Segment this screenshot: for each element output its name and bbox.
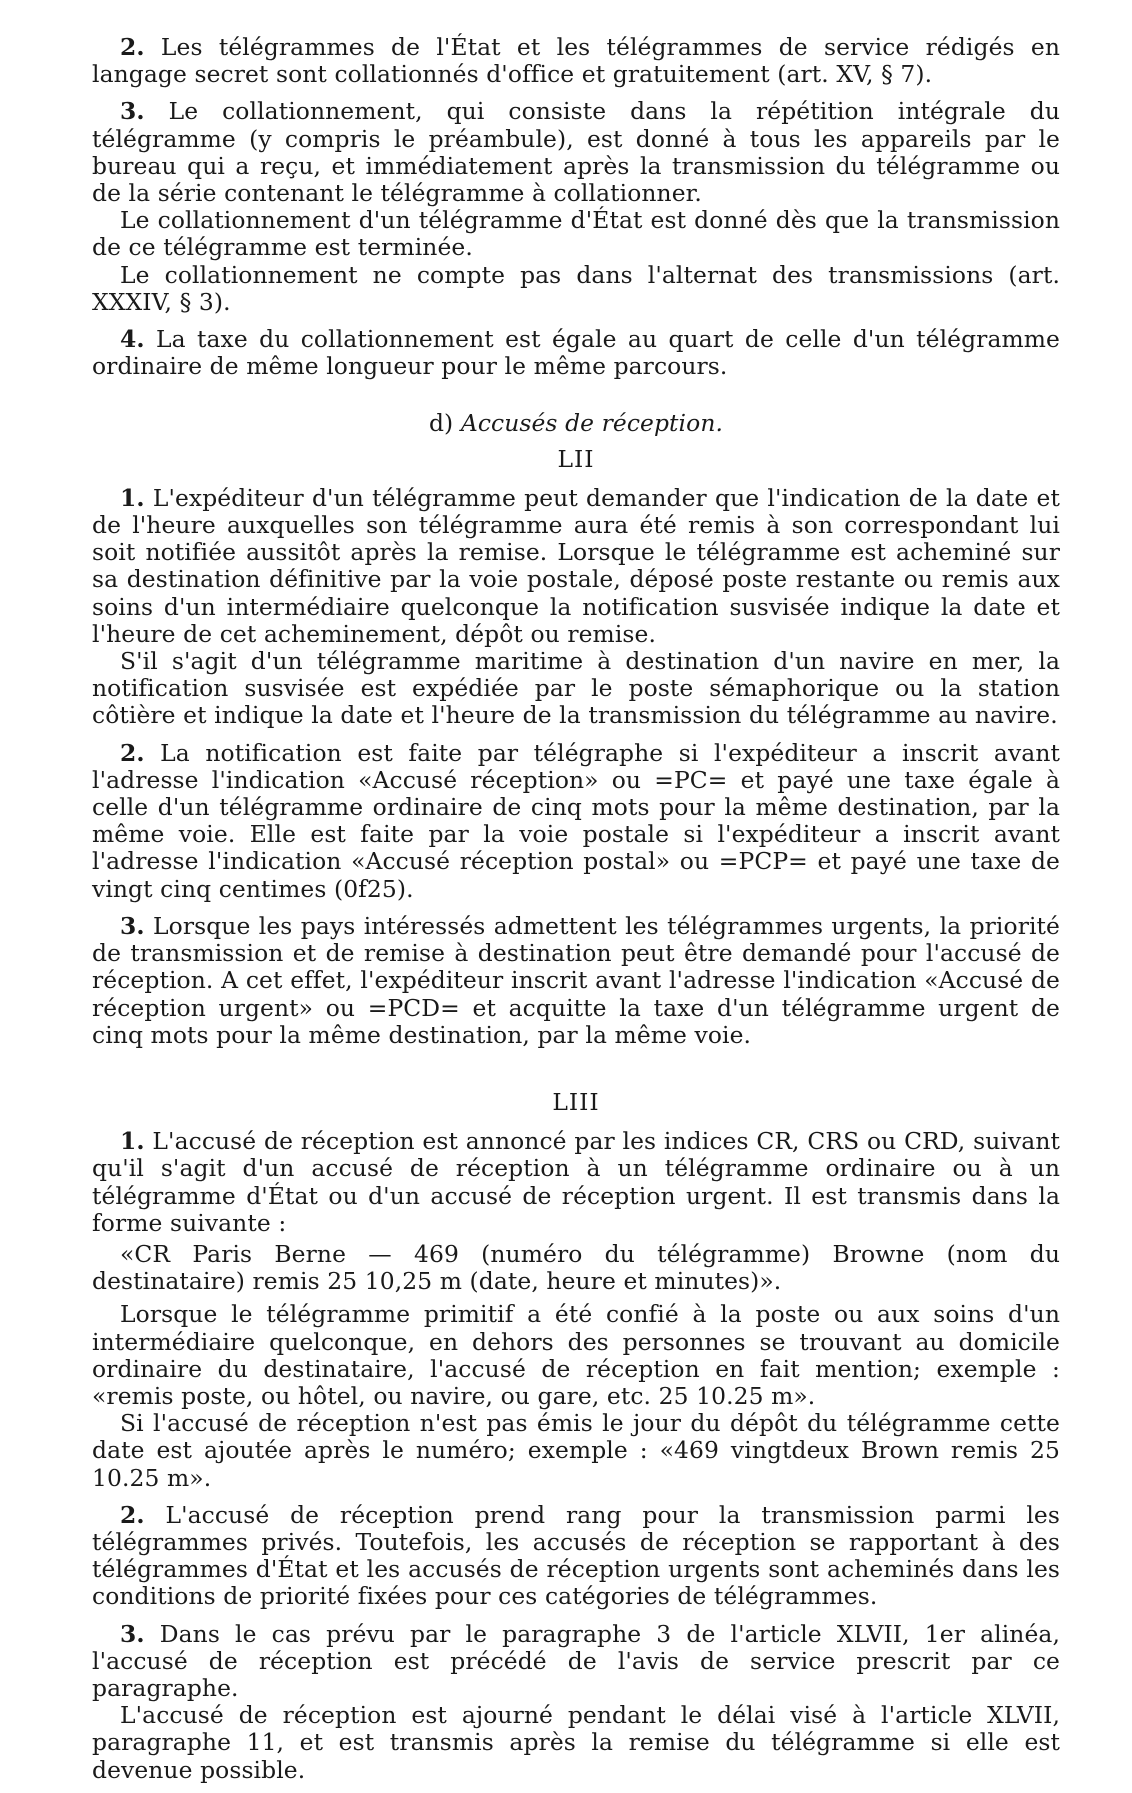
- paragraph-53-3b: L'accusé de réception est ajourné pendant le délai visé à l'article XLVII, paragraphe 11, et est transmis après la remise du télégramme si elle est devenue possible.: [92, 1701, 1060, 1784]
- paragraph-text: Dans le cas prévu par le paragraphe 3 de l'article XLVII, 1er alinéa, l'accusé de réception est précédé de l'avis de service prescrit par ce paragraphe.: [92, 1619, 1060, 1702]
- article-numeral-52: LII: [557, 444, 595, 473]
- paragraph-number: 4.: [120, 325, 145, 354]
- section-prefix: d): [428, 409, 454, 438]
- paragraph-number: 3.: [120, 911, 145, 940]
- paragraph-52-1: [92, 485, 1060, 648]
- paragraph-number: 1.: [120, 483, 145, 512]
- paragraph-number: 2.: [120, 1500, 145, 1529]
- paragraph-number: 3.: [120, 1619, 145, 1648]
- section-title: Accusés de réception.: [460, 409, 724, 438]
- paragraph-text: Le collationnement, qui consiste dans la répétition intégrale du télégramme (y compris le préambule), est donné à tous les appareils par le bureau qui a reçu, et immédiatement après la transmission du télégramme ou de la série contenant le télégramme à collationner.: [92, 97, 1060, 208]
- paragraph-collation-2: [92, 34, 1060, 88]
- paragraph-collation-4: [92, 326, 1060, 380]
- paragraph-number: 2.: [120, 33, 145, 61]
- paragraph-53-example: «CR Paris Berne — 469 (numéro du télégramme) Browne (nom du destinataire) remis 25 10,25 m (date, heure et minutes)».: [92, 1239, 1060, 1296]
- article-numeral-53: LIII: [552, 1087, 600, 1116]
- paragraph-text: L'accusé de réception prend rang pour la transmission parmi les télégrammes privés. Toutefois, les accusés de réception se rapportant à des télégrammes d'État et les accusés de réception urgents sont acheminés dans les conditions de priorité fixées pour ces catégories de télégrammes.: [92, 1500, 1060, 1611]
- paragraph-text: Lorsque les pays intéressés admettent les télégrammes urgents, la priorité de transmission et de remise à destination peut être demandé pour l'accusé de réception. A cet effet, l'expéditeur inscrit avant l'adresse l'indication «Accusé de réception urgent» ou =PCD= et acquitte la taxe d'un télégramme urgent de cinq mots pour la même destination, par la même voie.: [92, 911, 1060, 1049]
- paragraph-53-3: [92, 1621, 1060, 1703]
- paragraph-52-3: [92, 913, 1060, 1049]
- paragraph-text: L'accusé de réception est annoncé par les indices CR, CRS ou CRD, suivant qu'il s'agit d'un accusé de réception à un télégramme ordinaire ou à un télégramme d'État ou d'un accusé de réception urgent. Il est transmis dans la forme suivante :: [92, 1127, 1060, 1237]
- document-page: [92, 34, 1060, 1784]
- section-heading-d: [92, 410, 1060, 437]
- paragraph-text: La taxe du collationnement est égale au quart de celle d'un télégramme ordinaire de même longueur pour le même parcours.: [92, 325, 1060, 381]
- paragraph-number: 2.: [120, 738, 145, 767]
- paragraph-number: 1.: [120, 1127, 145, 1156]
- paragraph-text: La notification est faite par télégraphe si l'expéditeur a inscrit avant l'adresse l'indication «Accusé réception» ou =PC= et payé une taxe égale à celle d'un télégramme ordinaire de cinq mots pour la même destination, par la même voie. Elle est faite par la voie postale si l'expéditeur a inscrit avant l'adresse l'indication «Accusé réception postal» ou =PCP= et payé une taxe de vingt cinq centimes (0f25).: [92, 738, 1060, 903]
- paragraph-53-1: [92, 1128, 1060, 1237]
- paragraph-53-1c: Si l'accusé de réception n'est pas émis le jour du dépôt du télégramme cette date est ajoutée après le numéro; exemple : «469 vingtdeux Brown remis 25 10.25 m».: [92, 1409, 1060, 1492]
- paragraph-text: L'expéditeur d'un télégramme peut demander que l'indication de la date et de l'heure auxquelles son télégramme aura été remis à son correspondant lui soit notifiée aussitôt après la remise. Lorsque le télégramme est acheminé sur sa destination définitive par la voie postale, déposé poste restante ou remis aux soins d'un intermédiaire quelconque la notification susvisée indique la date et l'heure de cet acheminement, dépôt ou remise.: [92, 483, 1060, 648]
- paragraph-53-2: [92, 1502, 1060, 1611]
- paragraph-collation-3: [92, 98, 1060, 207]
- paragraph-53-1b: Lorsque le télégramme primitif a été confié à la poste ou aux soins d'un intermédiaire quelconque, en dehors des personnes se trouvant au domicile ordinaire du destinataire, l'accusé de réception en fait mention; exemple : «remis poste, ou hôtel, ou navire, ou gare, etc. 25 10.25 m».: [92, 1300, 1060, 1410]
- paragraph-52-2: [92, 740, 1060, 903]
- paragraph-52-1b: S'il s'agit d'un télégramme maritime à destination d'un navire en mer, la notification susvisée est expédiée par le poste sémaphorique ou la station côtière et indique la date et l'heure de la transmission du télégramme au navire.: [92, 647, 1060, 730]
- paragraph-text: Les télégrammes de l'État et les télégrammes de service rédigés en langage secret sont collationnés d'office et gratuitement (art. XV, § 7).: [92, 33, 1060, 89]
- paragraph-collation-3b: Le collationnement d'un télégramme d'État est donné dès que la transmission de ce télégramme est terminée.: [92, 206, 1060, 262]
- paragraph-number: 3.: [120, 97, 145, 126]
- paragraph-collation-3c: Le collationnement ne compte pas dans l'alternat des transmissions (art. XXXIV, § 3).: [92, 260, 1060, 316]
